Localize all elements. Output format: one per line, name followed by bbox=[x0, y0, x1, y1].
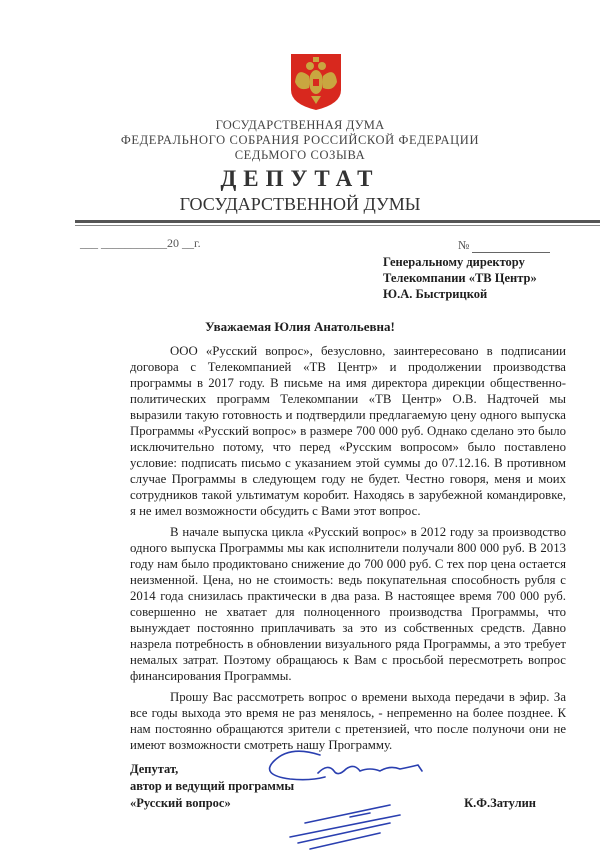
russian-coat-of-arms-icon bbox=[289, 52, 343, 112]
signature-line: Депутат, bbox=[130, 762, 179, 776]
salutation: Уважаемая Юлия Анатольевна! bbox=[205, 319, 395, 334]
body-paragraph: В начале выпуска цикла «Русский вопрос» в 2012 году за производство одного выпуска Программы мы как исполнители получали 800 000 руб. В 2013 году нам было продиктовано снижение до 700 000 руб. С тех пор цена остается неизменной. Цена, но не стоимость: ведь покупательная способность рубля с 2014 года снизилась практически в два раза. В настоящее время 700 000 руб. совершенно не хватает для полноценного производства Программы, что вынуждает постоянно приплачивать за это из собственных средств. Давно назрела потребность в обновлении визуального ряда Программы, а это требует немалых затрат. Поэтому обращаюсь к Вам с просьбой пересмотреть вопрос финансирования Программы. bbox=[130, 525, 566, 683]
signatory-name: К.Ф.Затулин bbox=[464, 796, 536, 810]
body-paragraph: Прошу Вас рассмотреть вопрос о времени выхода передачи в эфир. За все годы выхода это время не раз менялось, - непременно на более позднее. К нам постоянно обращаются зрители с претензией, что после полуночи они не имеют возможности смотреть нашу Программу. bbox=[130, 690, 566, 752]
number-field-line bbox=[472, 252, 550, 253]
divider bbox=[75, 225, 600, 226]
number-label: № bbox=[458, 238, 470, 252]
coat-of-arms-emblem bbox=[289, 52, 343, 117]
signature-line: автор и ведущий программы bbox=[130, 779, 295, 793]
date-field: ___ ___________20 __г. bbox=[80, 236, 201, 250]
addressee-line: Телекомпании «ТВ Центр» bbox=[383, 271, 537, 285]
letterhead-line: СЕДЬМОГО СОЗЫВА bbox=[234, 148, 366, 162]
letterhead-line: ФЕДЕРАЛЬНОГО СОБРАНИЯ РОССИЙСКОЙ ФЕДЕРАЦИИ bbox=[120, 133, 480, 147]
letter-body bbox=[130, 343, 566, 842]
divider bbox=[75, 220, 600, 223]
body-paragraph: ООО «Русский вопрос», безусловно, заинтересовано в подписании договора с Телекомпанией «ТВ Центр» и продолжении производства программы в 2017 году. В письме на имя директора дирекции общественно-политических программ Телекомпании «ТВ Центр» О.В. Надточей мы выразили такую готовность и подтвердили предлагаемую цену одного выпуска Программы «Русский вопрос» в размере 700 000 руб. Однако сделано это было исключительно потому, что перед «Русским вопросом» было поставлено условие: подписать письмо с указанием этой суммы до 07.12.16. В противном случае Программы в следующем году не будет. Честно говоря, меня и моих сотрудников такой ультиматум коробит. Находясь в зарубежной командировке, я не имел возможности обсудить с Вами этот вопрос. bbox=[130, 344, 566, 518]
signature-line: «Русский вопрос» bbox=[130, 796, 231, 810]
letterhead-line: ГОСУДАРСТВЕННАЯ ДУМА bbox=[215, 118, 385, 132]
letterhead-subtitle: ГОСУДАРСТВЕННОЙ ДУМЫ bbox=[179, 194, 421, 214]
signature-title bbox=[130, 761, 294, 812]
addressee-line: Ю.А. Быстрицкой bbox=[383, 287, 488, 301]
letterhead-title: ДЕПУТАТ bbox=[220, 166, 380, 191]
addressee-line: Генеральному директору bbox=[383, 255, 525, 269]
signature-block bbox=[130, 761, 566, 812]
